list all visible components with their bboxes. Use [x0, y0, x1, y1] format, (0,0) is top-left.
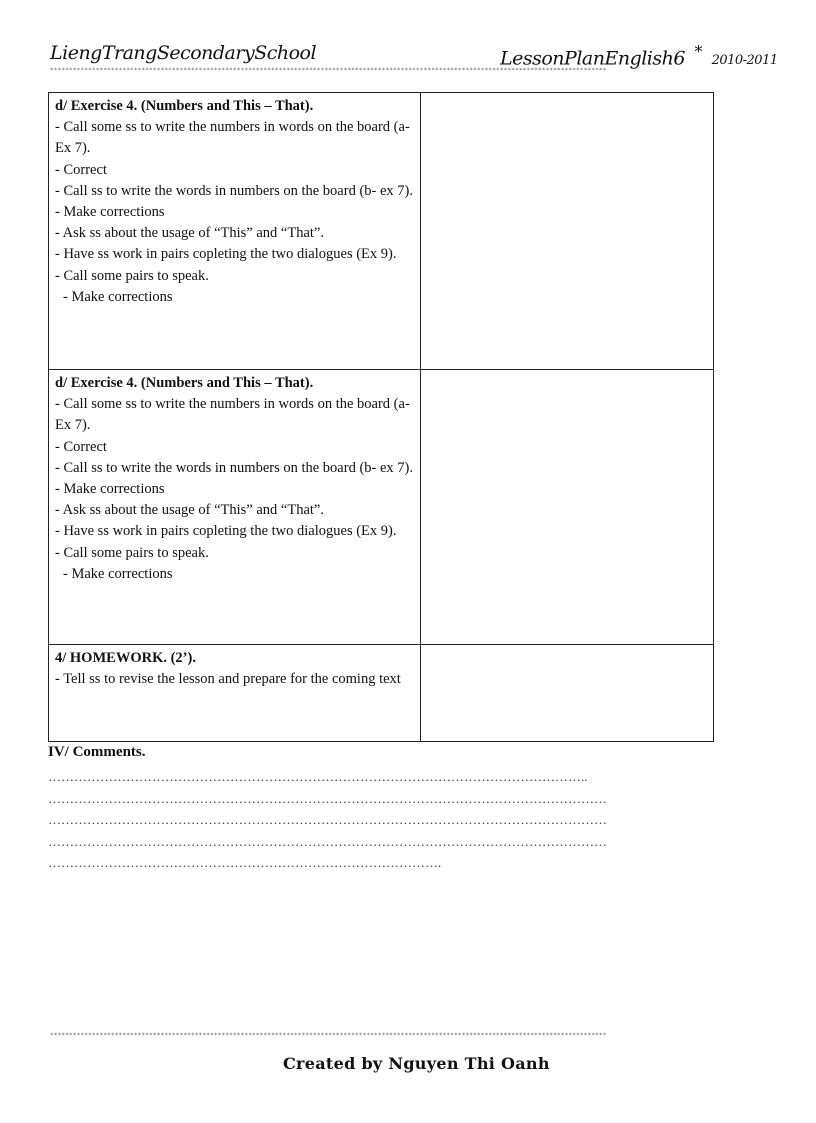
notes-cell: [421, 370, 714, 645]
activity-step: - Correct: [55, 161, 107, 178]
activity-step: - Make corrections: [55, 481, 165, 498]
notes-cell: [421, 93, 714, 370]
activity-step: - Have ss work in pairs copleting the two dialogues (Ex 9).: [55, 246, 397, 263]
comments-lines: [48, 766, 607, 874]
activity-step: - Call some ss to write the numbers in words on the board (a- Ex 7).: [55, 396, 410, 434]
activity-cell: [49, 645, 421, 742]
activity-cell: [49, 93, 421, 370]
activity-step: - Make corrections: [63, 288, 173, 305]
homework-step: - Tell ss to revise the lesson and prepare for the coming text: [55, 671, 401, 688]
header-separator: **************************************************************************************************************************************************: [50, 67, 607, 74]
lesson-plan-table: [48, 92, 714, 742]
comment-line: ……………………………………………………………………………….: [48, 855, 442, 870]
comment-line: ……………………………………………………………………………………………………………..: [48, 769, 588, 784]
footer-separator: **************************************************************************************************************************************************: [50, 1032, 607, 1039]
author-credit: Created by Nguyen Thi Oanh: [283, 1054, 550, 1073]
table-row: [49, 93, 714, 370]
activity-step: - Call ss to write the words in numbers on the board (b- ex 7).: [55, 182, 413, 199]
activity-step: - Have ss work in pairs copleting the two dialogues (Ex 9).: [55, 523, 397, 540]
star-mark: *: [694, 42, 703, 61]
activity-step: - Call some ss to write the numbers in words on the board (a- Ex 7).: [55, 119, 410, 157]
activity-heading: d/ Exercise 4. (Numbers and This – That).: [55, 98, 314, 114]
activity-step: - Ask ss about the usage of “This” and “That”.: [55, 502, 324, 519]
activity-step: - Make corrections: [63, 565, 173, 582]
activity-step: - Call some pairs to speak.: [55, 544, 209, 561]
school-year: 2010-2011: [711, 53, 778, 69]
activity-heading: d/ Exercise 4. (Numbers and This – That).: [55, 375, 314, 391]
activity-step: - Call ss to write the words in numbers on the board (b- ex 7).: [55, 459, 413, 476]
activity-step: - Make corrections: [55, 204, 165, 221]
comment-line: …………………………………………………………………………………………………………………: [48, 833, 607, 849]
plan-label: LessonPlanEnglish6: [500, 47, 685, 70]
school-name: LiengTrangSecondarySchool: [50, 42, 317, 64]
activity-step: - Call some pairs to speak.: [55, 267, 209, 284]
comments-title: IV/ Comments.: [48, 744, 146, 760]
activity-step: - Ask ss about the usage of “This” and “That”.: [55, 225, 324, 242]
notes-cell: [421, 645, 714, 742]
activity-step: - Correct: [55, 438, 107, 455]
table-row: [49, 370, 714, 645]
table-row: [49, 645, 714, 742]
comment-line: …………………………………………………………………………………………………………………: [48, 812, 607, 827]
comment-line: …………………………………………………………………………………………………………………: [48, 790, 607, 806]
activity-cell: [49, 370, 421, 645]
homework-heading: 4/ HOMEWORK. (2’).: [55, 650, 196, 666]
